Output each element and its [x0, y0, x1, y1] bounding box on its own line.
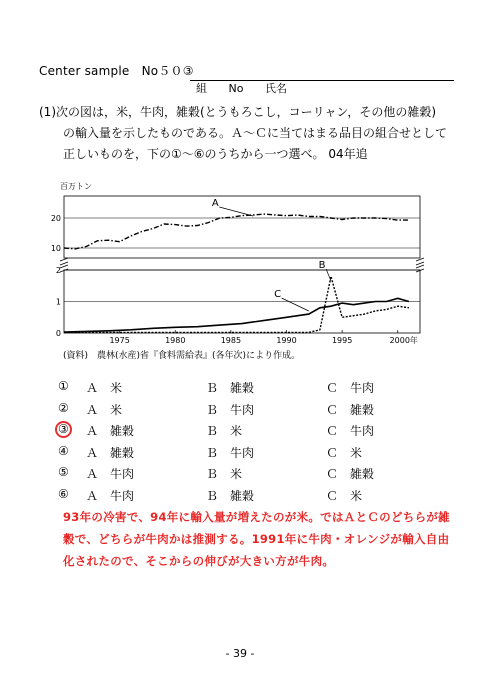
option-number: ②: [58, 400, 69, 415]
import-volume-chart: [50, 178, 428, 348]
series-line-a: [64, 214, 409, 249]
option-col-c: Ｃ 牛肉: [326, 424, 375, 438]
option-number: ①: [58, 379, 69, 393]
option-col-b: Ｂ 牛肉: [206, 402, 255, 417]
option-row[interactable]: [58, 444, 418, 462]
y-tick-label: 20: [50, 214, 61, 223]
question-line-1: (1)次の図は，米，牛肉，雑穀(とうもろこし，コーリャン，その他の雑穀): [39, 105, 437, 119]
option-col-a: Ａ 米: [86, 402, 123, 417]
option-number: ④: [58, 443, 69, 458]
question-line-3: 正しいものを，下の①～⑥のうちから一つ選べ。 04年追: [63, 147, 368, 161]
y-tick-label: 2: [55, 266, 61, 275]
series-label-b: B: [318, 260, 326, 271]
y-tick-label: 1: [55, 297, 61, 307]
correct-answer-circle: [55, 421, 72, 438]
series-label-c: C: [274, 289, 282, 300]
x-tick-label: 2000年: [389, 336, 418, 345]
name-fields: [196, 80, 305, 96]
option-col-a: Ａ 雑穀: [86, 445, 135, 460]
option-col-c: Ｃ 雑穀: [326, 467, 375, 481]
axis-break-mark: [60, 258, 68, 265]
upper-panel-border: [64, 196, 420, 258]
option-row[interactable]: [58, 465, 418, 483]
option-col-c: Ｃ 米: [326, 488, 363, 503]
option-col-c: Ｃ 牛肉: [326, 381, 375, 395]
option-col-a: Ａ 米: [86, 381, 123, 395]
option-col-b: Ｂ 米: [206, 467, 243, 481]
option-number: ⑤: [58, 465, 69, 479]
x-tick-label: 1980: [165, 336, 186, 345]
series-label-a: A: [211, 198, 219, 209]
option-row[interactable]: [58, 379, 418, 397]
series-label-arrow: [219, 207, 253, 216]
option-col-a: Ａ 牛肉: [86, 488, 135, 503]
series-label-arrow: [282, 298, 309, 311]
option-row[interactable]: [58, 401, 418, 419]
x-tick-label: 1990: [276, 336, 297, 345]
option-col-b: Ｂ 雑穀: [206, 381, 255, 395]
question-line-2: の輸入量を示したものである。Ａ～Ｃに当てはまる品目の組合せとして: [63, 126, 448, 140]
explanation-line: 穀で、どちらが牛肉かは推測する。1991年に牛肉・オレンジが輸入自由: [63, 532, 450, 546]
x-tick-label: 1975: [109, 336, 130, 345]
x-tick-label: 1995: [331, 336, 353, 345]
page-header-title: Center sample No５０③: [39, 64, 194, 78]
y-tick-label: 10: [50, 244, 61, 253]
option-col-a: Ａ 雑穀: [86, 424, 135, 438]
option-row[interactable]: [58, 422, 418, 440]
page-number: - 39 -: [225, 647, 255, 660]
option-row[interactable]: [58, 487, 418, 505]
series-layer: [64, 214, 409, 332]
option-number: ⑥: [58, 486, 69, 501]
number-label: No: [228, 82, 244, 95]
y-tick-label: 0: [55, 329, 61, 338]
series-label-arrow: [326, 269, 331, 281]
x-tick-label: 1985: [220, 336, 242, 345]
option-number: ③: [58, 422, 69, 436]
student-name-label: 氏名: [264, 82, 287, 95]
option-col-c: Ｃ 米: [326, 445, 363, 460]
chart-source-note: (資料) 農林(水産)省『食料需給表』(各年次)により作成。: [63, 351, 301, 361]
y-tick-labels: [51, 214, 61, 338]
option-col-b: Ｂ 雑穀: [206, 488, 255, 503]
option-col-c: Ｃ 雑穀: [326, 402, 375, 417]
y-axis-unit-label: 百万トン: [60, 182, 92, 191]
class-label: 組: [196, 82, 207, 95]
explanation-line: 化されたので、そこからの伸びが大きい方が牛肉。: [63, 554, 335, 568]
chart-frame: [60, 196, 424, 333]
axis-break-mark: [416, 258, 424, 265]
explanation-line: 93年の冷害で、94年に輸入量が増えたのが米。ではＡとＣのどちらが雑: [63, 510, 450, 524]
option-col-a: Ａ 牛肉: [86, 467, 135, 481]
option-col-b: Ｂ 牛肉: [206, 445, 255, 460]
option-col-b: Ｂ 米: [206, 424, 243, 438]
